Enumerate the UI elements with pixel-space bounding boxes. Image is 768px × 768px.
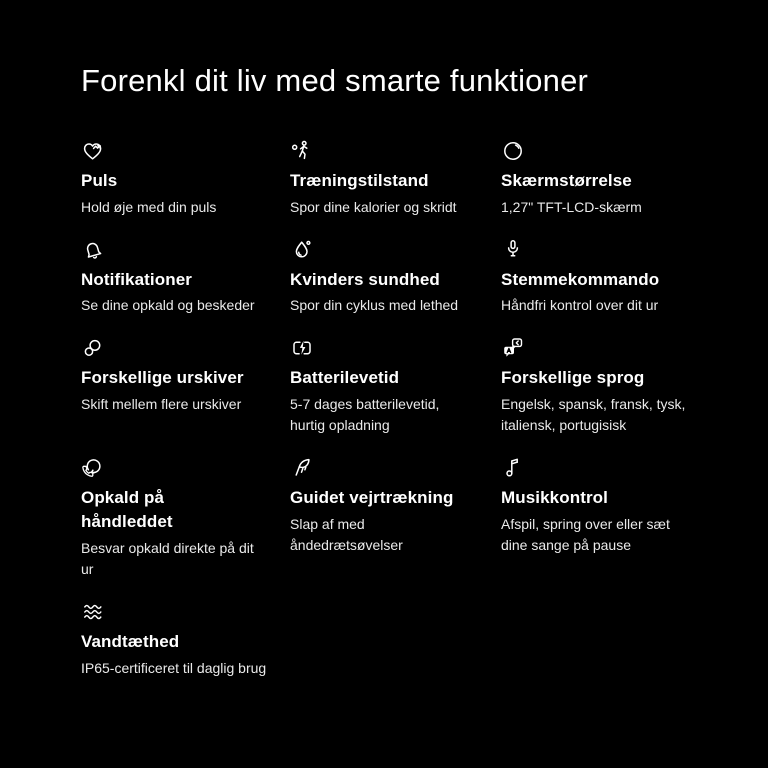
feature-icon [81,336,290,360]
waves-icon [81,600,105,624]
feature-icon [81,139,290,163]
feature-card [81,238,290,317]
feature-description: Spor dine kalorier og skridt [290,198,457,215]
feature-card [290,238,501,317]
feature-description: 1,27" TFT-LCD-skærm [501,198,642,215]
feature-title: Forskellige sprog [501,368,645,388]
music-note-icon [501,456,525,480]
feature-description: IP65-certificeret til daglig brug [81,659,267,676]
watch-face-icon [501,139,525,163]
feature-icon [290,456,501,480]
feature-icon [290,336,501,360]
feature-icon [81,456,290,480]
feature-description: Besvar opkald direkte på dit ur [81,539,254,577]
feature-card [501,238,741,317]
incoming-call-icon [81,456,105,480]
page-title: Forenkl dit liv med smarte funktioner [81,63,589,98]
feature-title: Vandtæthed [81,631,180,651]
breeze-icon [290,456,314,480]
watch-dials-icon [81,336,105,360]
feature-title: Forskellige urskiver [81,368,244,388]
runner-icon [290,139,314,163]
feature-icon [81,238,290,262]
feature-description: Spor din cyklus med lethed [290,297,459,314]
bell-icon [81,238,105,262]
feature-title: Batterilevetid [290,368,400,388]
feature-title: Stemmekommando [501,269,660,289]
feature-title: Kvinders sundhed [290,269,440,289]
feature-icon [81,600,290,624]
feature-title: Opkald på håndleddet [81,488,173,531]
translate-icon [501,336,525,360]
feature-title: Musikkontrol [501,488,608,508]
battery-charging-icon [290,336,314,360]
feature-description: Skift mellem flere urskiver [81,396,242,413]
feature-description: Engelsk, spansk, fransk, tysk, italiensk, portugisisk [501,396,686,434]
feature-description: Se dine opkald og beskeder [81,297,255,314]
feature-card [501,139,741,218]
feature-title: Puls [81,170,118,190]
microphone-icon [501,238,525,262]
feature-description: Hold øje med din puls [81,198,217,215]
droplet-icon [290,238,314,262]
feature-description: Slap af med åndedrætsøvelser [290,515,403,553]
feature-icon [290,238,501,262]
feature-icon [501,456,741,480]
feature-icon [501,336,741,360]
feature-card [290,139,501,218]
feature-description: Afspil, spring over eller sæt dine sange på pause [501,515,670,553]
heart-pulse-icon [81,139,105,163]
feature-title: Træningstilstand [290,170,429,190]
feature-title: Notifikationer [81,269,192,289]
feature-title: Skærmstørrelse [501,170,632,190]
feature-card [81,336,290,415]
features-grid [81,139,768,679]
feature-card [81,600,290,679]
feature-card [501,456,741,556]
feature-card [290,456,501,556]
feature-icon [290,139,501,163]
feature-card [81,456,290,580]
feature-icon [501,139,741,163]
feature-card [81,139,290,218]
feature-description: 5-7 dages batterilevetid, hurtig opladning [290,396,440,434]
feature-icon [501,238,741,262]
feature-title: Guidet vejrtrækning [290,488,454,508]
feature-card [290,336,501,436]
feature-card [501,336,741,436]
feature-description: Håndfri kontrol over dit ur [501,297,659,314]
